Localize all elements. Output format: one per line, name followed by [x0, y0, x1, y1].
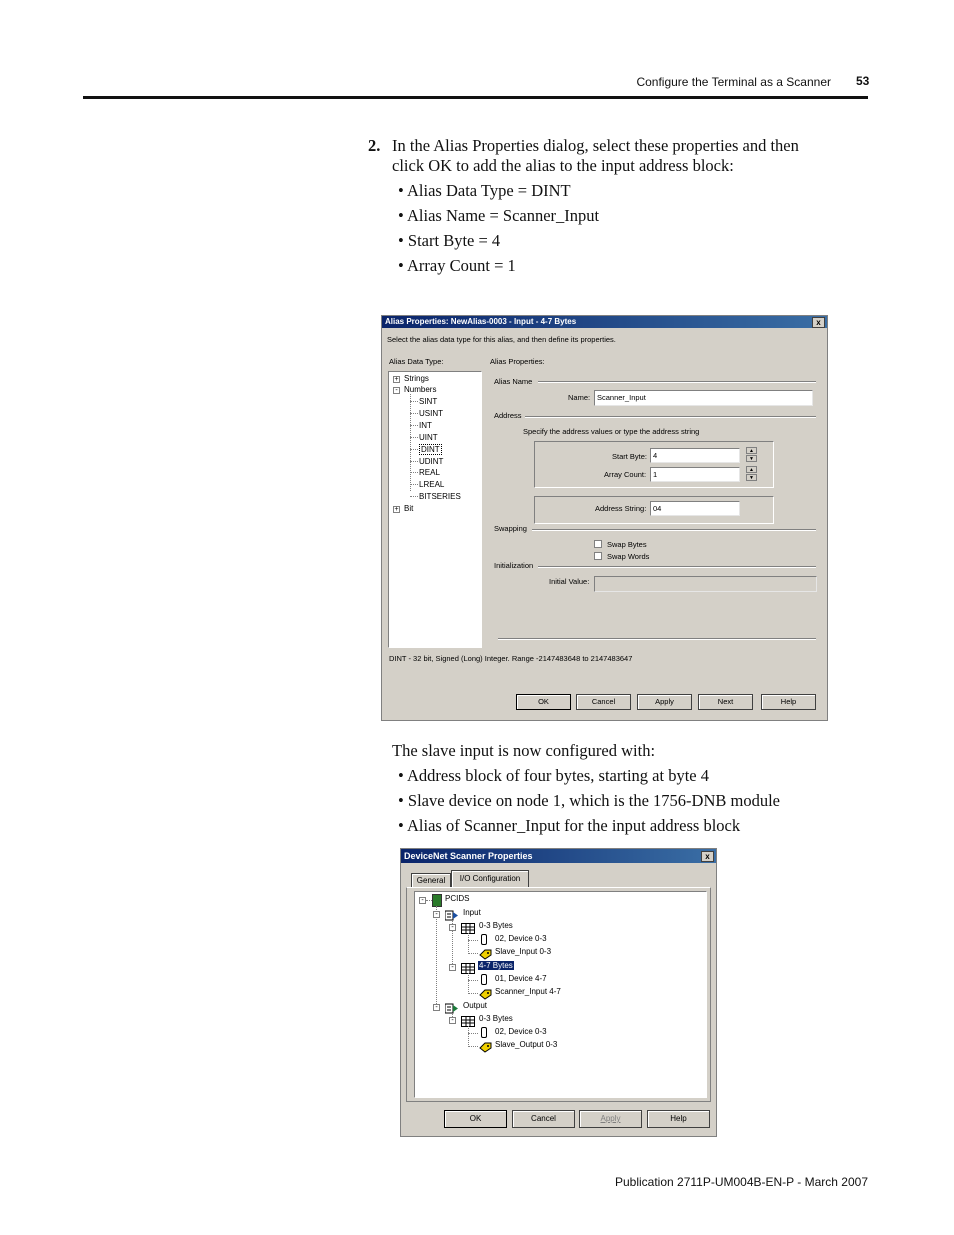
- swap-bytes-checkbox[interactable]: [594, 540, 602, 548]
- device-icon: [481, 974, 487, 985]
- tree-item-sint[interactable]: SINT: [419, 397, 438, 406]
- tree-line: [410, 449, 418, 450]
- tree-item-lreal[interactable]: LREAL: [419, 480, 445, 489]
- tree-item-in-alias2[interactable]: Scanner_Input 4-7: [495, 987, 561, 996]
- collapse-icon[interactable]: -: [449, 924, 456, 931]
- collapse-icon[interactable]: -: [419, 897, 426, 904]
- tree-item-real[interactable]: REAL: [419, 468, 440, 477]
- alias-dialog-titlebar[interactable]: [382, 316, 827, 328]
- start-byte-label: Start Byte:: [612, 452, 648, 461]
- slave-intro: The slave input is now configured with:: [392, 741, 656, 760]
- tree-line: [410, 496, 418, 497]
- tree-item-int[interactable]: INT: [419, 421, 432, 430]
- tree-item-in-block1[interactable]: 0-3 Bytes: [479, 921, 513, 930]
- collapse-icon[interactable]: -: [393, 387, 400, 394]
- apply-button[interactable]: Apply: [637, 694, 692, 710]
- name-label: Name:: [568, 393, 591, 402]
- data-type-tree[interactable]: [388, 371, 482, 648]
- swap-words-checkbox[interactable]: [594, 552, 602, 560]
- publication-footer: Publication 2711P-UM004B-EN-P - March 2007: [614, 1175, 868, 1189]
- device-icon: [481, 1027, 487, 1038]
- devicenet-properties-dialog: [400, 848, 717, 1137]
- running-header-title: Configure the Terminal as a Scanner: [636, 75, 831, 89]
- tree-line: [468, 993, 478, 994]
- bullet-text: Start Byte = 4: [407, 231, 501, 250]
- tree-line: [410, 401, 418, 402]
- help-button[interactable]: Help: [647, 1110, 710, 1128]
- tree-line: [410, 437, 418, 438]
- scanner-icon: [432, 894, 442, 907]
- apply-button[interactable]: Apply: [579, 1110, 642, 1128]
- bullet-text: Alias Data Type = DINT: [407, 181, 571, 200]
- initial-value-label: Initial Value:: [549, 577, 590, 586]
- address-group-label: Address: [494, 411, 522, 420]
- alias-properties-label: Alias Properties:: [490, 357, 545, 366]
- alias-dialog-title: Alias Properties: NewAlias-0003 - Input - 4-7 Bytes: [385, 317, 577, 326]
- expand-icon[interactable]: +: [394, 506, 399, 513]
- slave-bullet-2: • Slave device on node 1, which is the 1756-DNB module: [398, 791, 781, 810]
- tree-item-root[interactable]: PCIDS: [445, 894, 470, 903]
- address-hint: Specify the address values or type the address string: [523, 427, 700, 436]
- collapse-icon[interactable]: -: [433, 911, 440, 918]
- ok-button[interactable]: OK: [444, 1110, 507, 1128]
- swap-words-label: Swap Words: [607, 552, 650, 561]
- tree-item-output[interactable]: Output: [463, 1001, 488, 1010]
- initialization-group-label: Initialization: [494, 561, 534, 570]
- tree-item-out-block1[interactable]: 0-3 Bytes: [479, 1014, 513, 1023]
- header-rule: [83, 96, 868, 99]
- tree-line: [468, 933, 469, 954]
- address-string-label: Address String:: [595, 504, 647, 513]
- bullet-text: Address block of four bytes, starting at byte 4: [407, 766, 709, 785]
- io-tree[interactable]: [414, 891, 707, 1098]
- tree-line: [468, 1026, 469, 1047]
- tree-item-input[interactable]: Input: [463, 908, 481, 917]
- alias-tag-icon: [479, 987, 492, 998]
- group-divider: [538, 381, 816, 383]
- bullet-2: • Alias Name = Scanner_Input: [398, 206, 600, 225]
- spin-down-icon[interactable]: ▼: [746, 474, 757, 481]
- help-button[interactable]: Help: [761, 694, 816, 710]
- tree-line: [410, 472, 418, 473]
- tree-line: [410, 484, 418, 485]
- cancel-button[interactable]: Cancel: [512, 1110, 575, 1128]
- tree-line: [468, 953, 478, 954]
- tree-item-dint[interactable]: DINT: [421, 445, 440, 454]
- next-button[interactable]: Next: [698, 694, 753, 710]
- tree-item-usint[interactable]: USINT: [419, 409, 443, 418]
- tree-line: [410, 394, 411, 491]
- tree-item-in-dev1[interactable]: 02, Device 0-3: [495, 934, 547, 943]
- start-byte-input[interactable]: 4: [650, 448, 740, 463]
- collapse-icon[interactable]: -: [433, 1004, 440, 1011]
- bullet-text: Array Count = 1: [407, 256, 516, 275]
- tree-line: [468, 940, 478, 941]
- array-count-label: Array Count:: [604, 470, 647, 479]
- bullet-text: Alias of Scanner_Input for the input address block: [407, 816, 741, 835]
- input-icon: [445, 908, 459, 919]
- close-icon[interactable]: x: [812, 317, 825, 328]
- alias-name-group-label: Alias Name: [494, 377, 533, 386]
- tree-item-numbers[interactable]: Numbers: [404, 385, 437, 394]
- tab-io-configuration[interactable]: I/O Configuration: [451, 870, 529, 888]
- expand-icon[interactable]: +: [394, 376, 399, 383]
- array-count-input[interactable]: 1: [650, 467, 740, 482]
- tree-line: [436, 906, 437, 1006]
- tree-item-uint[interactable]: UINT: [419, 433, 438, 442]
- data-type-label: Alias Data Type:: [389, 357, 444, 366]
- alias-instruction: Select the alias data type for this alias, and then define its properties.: [387, 335, 616, 344]
- byte-block-icon: [461, 921, 475, 932]
- devicenet-dialog-titlebar[interactable]: [401, 849, 716, 863]
- byte-block-icon: [461, 961, 475, 972]
- address-string-input[interactable]: 04: [650, 501, 740, 516]
- step-text-line1: In the Alias Properties dialog, select these properties and then: [392, 136, 799, 155]
- alias-tag-icon: [479, 947, 492, 958]
- initial-value-input[interactable]: [594, 576, 817, 592]
- output-icon: [445, 1001, 459, 1012]
- bullet-text: Alias Name = Scanner_Input: [407, 206, 600, 225]
- tab-general[interactable]: General: [411, 873, 451, 887]
- page-number: 53: [856, 74, 870, 88]
- spin-up-icon[interactable]: ▲: [746, 447, 757, 454]
- tree-item-bit[interactable]: Bit: [404, 504, 414, 513]
- bullet-3: • Start Byte = 4: [398, 231, 501, 250]
- cancel-button[interactable]: Cancel: [576, 694, 631, 710]
- group-divider: [538, 566, 816, 568]
- tree-item-strings[interactable]: Strings: [404, 374, 429, 383]
- tree-item-in-dev2[interactable]: 01, Device 4-7: [495, 974, 547, 983]
- bullet-1: • Alias Data Type = DINT: [398, 181, 571, 200]
- tree-line: [410, 413, 418, 414]
- collapse-icon[interactable]: -: [449, 1017, 456, 1024]
- tree-line: [468, 980, 478, 981]
- tree-item-out-dev1[interactable]: 02, Device 0-3: [495, 1027, 547, 1036]
- swapping-group-label: Swapping: [494, 524, 527, 533]
- tree-item-in-block2[interactable]: 4-7 Bytes: [479, 961, 513, 970]
- tree-item-in-alias1[interactable]: Slave_Input 0-3: [495, 947, 552, 956]
- slave-bullet-1: • Address block of four bytes, starting at byte 4: [398, 766, 709, 785]
- alias-properties-dialog: [381, 315, 828, 721]
- ok-button[interactable]: OK: [516, 694, 571, 710]
- alias-name-input[interactable]: Scanner_Input: [594, 390, 813, 406]
- group-divider: [532, 529, 816, 531]
- data-type-status: DINT - 32 bit, Signed (Long) Integer. Range -2147483648 to 2147483647: [389, 654, 633, 663]
- step-number: 2.: [368, 136, 381, 155]
- byte-block-icon: [461, 1014, 475, 1025]
- tree-line: [468, 1046, 478, 1047]
- tree-item-udint[interactable]: UDINT: [419, 457, 444, 466]
- tree-item-bitseries[interactable]: BITSERIES: [419, 492, 461, 501]
- tree-line: [468, 1033, 478, 1034]
- alias-tag-icon: [479, 1040, 492, 1051]
- devicenet-dialog-title: DeviceNet Scanner Properties: [404, 851, 533, 861]
- tree-item-out-alias1[interactable]: Slave_Output 0-3: [495, 1040, 558, 1049]
- tree-line: [410, 425, 418, 426]
- status-divider: [498, 638, 816, 640]
- tree-line: [410, 461, 418, 462]
- step-text-line2: click OK to add the alias to the input address block:: [392, 156, 734, 175]
- collapse-icon[interactable]: -: [449, 964, 456, 971]
- spin-down-icon[interactable]: ▼: [746, 455, 757, 462]
- bullet-4: • Array Count = 1: [398, 256, 516, 275]
- device-icon: [481, 934, 487, 945]
- group-divider: [525, 416, 816, 418]
- tree-line: [468, 973, 469, 994]
- close-icon[interactable]: x: [701, 851, 714, 862]
- spin-up-icon[interactable]: ▲: [746, 466, 757, 473]
- swap-bytes-label: Swap Bytes: [607, 540, 647, 549]
- bullet-text: Slave device on node 1, which is the 1756-DNB module: [407, 791, 781, 810]
- slave-bullet-3: • Alias of Scanner_Input for the input address block: [398, 816, 741, 835]
